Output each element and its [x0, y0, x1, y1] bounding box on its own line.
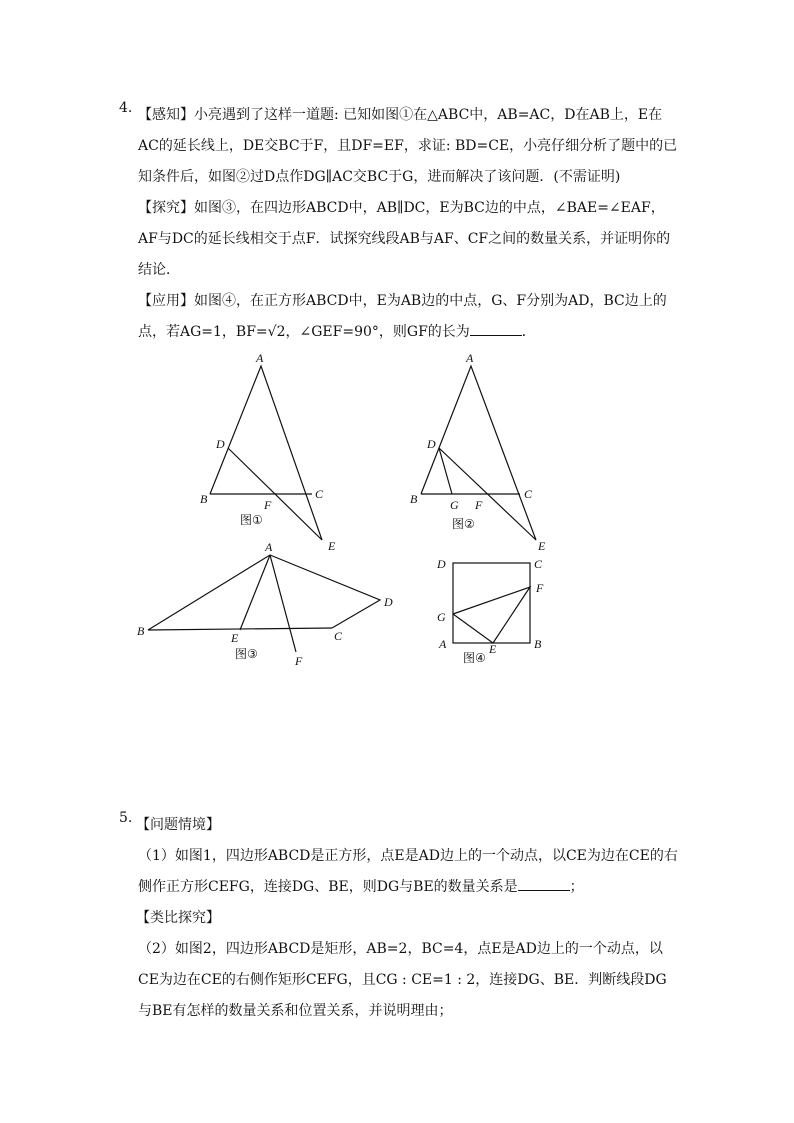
- fig1-label-E: E: [328, 539, 336, 553]
- fig4-label-E: E: [489, 642, 497, 656]
- fig3-label-C: C: [334, 629, 343, 643]
- fig2-label-G: G: [450, 498, 459, 512]
- q5-part1: （1）如图1，四边形ABCD是正方形，点E是AD边上的一个动点，以CE为边在CE的右侧作正方形CEFG，连接DG、BE，则DG与BE的数量关系是 ；: [138, 848, 678, 895]
- q4-explore: 【探究】如图③，在四边形ABCD中，AB∥DC，E为BC边的中点，∠BAE=∠EAF，AF与DC的延长线相交于点F．试探究线段AB与AF、CF之间的数量关系，并证明你的结论．: [138, 200, 671, 278]
- fig1-label-D: D: [216, 437, 225, 451]
- fig4-label-A: A: [439, 637, 447, 651]
- fig2-label-B: B: [410, 492, 418, 506]
- fig4-label-B: B: [534, 637, 542, 651]
- fig1-label-C: C: [315, 487, 324, 501]
- q5-number: 5.: [119, 810, 133, 826]
- fig3-caption: 图③: [235, 647, 258, 661]
- fig2-label-D: D: [427, 437, 436, 451]
- fig3-label-A: A: [265, 540, 273, 554]
- q4-number: 4.: [119, 100, 133, 116]
- fig4-label-G: G: [437, 610, 446, 624]
- figure-1: [200, 351, 336, 553]
- q5-part2: （2）如图2，四边形ABCD是矩形，AB=2，BC=4，点E是AD边上的一个动点，以CE为边在CE的右侧作矩形CEFG，且CG : CE=1 : 2，连接DG、BE．判断线段DG与BE有怎样的数量关系和位置关系，并说明理由；: [138, 941, 667, 1019]
- fig1-label-B: B: [200, 492, 208, 506]
- fig2-label-C: C: [524, 487, 533, 501]
- fig3-label-F: F: [295, 654, 303, 668]
- fig4-label-C: C: [534, 557, 543, 571]
- fig1-label-F: F: [264, 498, 272, 512]
- fig3-label-D: D: [384, 595, 393, 609]
- figure-3: [137, 540, 393, 668]
- fig1-label-A: A: [256, 351, 264, 365]
- fig4-label-F: F: [536, 581, 544, 595]
- q5-heading-analogy: 【类比探究】: [136, 910, 220, 926]
- q4-perception: 【感知】小亮遇到了这样一道题: 已知如图①在△ABC中，AB=AC，D在AB上，E在AC的延长线上，DE交BC于F，且DF=EF，求证: BD=CE，小亮仔细分析了题中的已知条件后，如图②过D点作DG∥AC交BC于G，进而解决了该问题．(不需证明): [138, 107, 678, 185]
- fig2-label-E: E: [538, 539, 546, 553]
- q4-apply: 【应用】如图④，在正方形ABCD中，E为AB边的中点，G、F分别为AD，BC边上的点，若AG=1，BF=√2，∠GEF=90°，则GF的长为 ．: [138, 293, 667, 340]
- fig4-caption: 图④: [463, 651, 486, 665]
- q5-heading-situation: 【问题情境】: [136, 817, 220, 833]
- fig2-caption: 图②: [452, 517, 475, 531]
- figure-4: [436, 557, 544, 665]
- fig3-label-B: B: [137, 624, 145, 638]
- figure-2: [410, 351, 546, 553]
- fig1-caption: 图①: [240, 513, 263, 527]
- fig4-label-D: D: [437, 557, 446, 571]
- answer-blank-q5[interactable]: [518, 878, 570, 891]
- fig2-label-F: F: [475, 498, 483, 512]
- fig3-label-E: E: [231, 631, 239, 645]
- fig2-label-A: A: [466, 351, 474, 365]
